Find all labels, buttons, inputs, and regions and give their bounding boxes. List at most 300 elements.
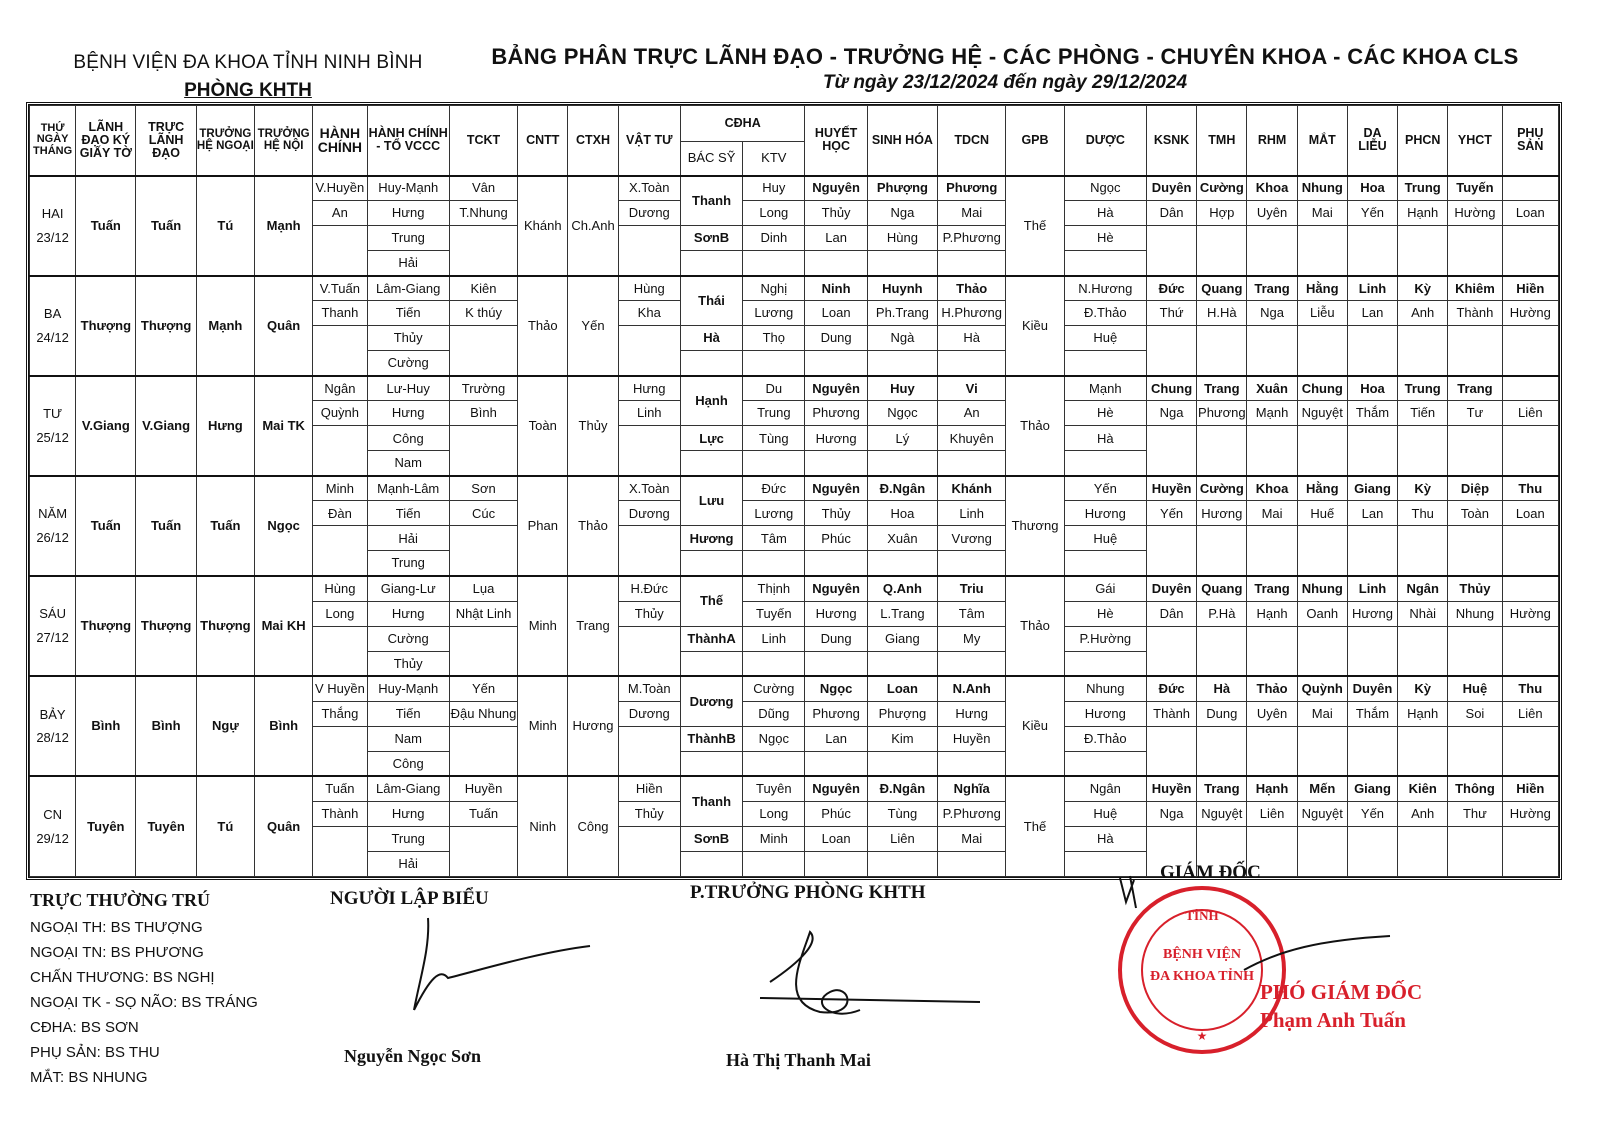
specialty-cell-c24: Thông <box>1448 776 1502 801</box>
resident-line: MẮT: BS NHUNG <box>30 1069 148 1086</box>
biochemistry-cell: Ph.Trang <box>867 301 937 326</box>
specialty-cell-c25 <box>1502 176 1558 201</box>
biochemistry-cell-empty <box>867 251 937 276</box>
specialty-cell-empty <box>1448 826 1502 876</box>
day-name: TƯ <box>43 406 63 422</box>
biochemistry-cell: Hùng <box>867 226 937 251</box>
specialty-cell-c25: Hiền <box>1502 776 1558 801</box>
specialty-cell-empty <box>1502 226 1558 276</box>
table-row <box>30 576 1559 601</box>
tckt-cell: Huyền <box>449 776 517 801</box>
specialty-cell-c20: Thảo <box>1247 676 1297 701</box>
cdha-technician-cell-empty <box>743 651 805 676</box>
specialty-cell-c22: Giang <box>1347 776 1397 801</box>
tdcn-cell: N.Anh <box>938 676 1006 701</box>
pharmacy-cell: Gái <box>1064 576 1146 601</box>
specialty-cell-c22: Lan <box>1347 501 1397 526</box>
resident-line: NGOẠI TK - SỌ NÃO: BS TRÁNG <box>30 994 258 1011</box>
preparer-signature <box>400 908 600 1018</box>
hematology-cell-empty <box>805 751 867 776</box>
cdha-technician-cell: Minh <box>743 826 805 851</box>
admin-cell: Minh <box>313 476 367 501</box>
specialty-cell-empty <box>1347 226 1397 276</box>
biochemistry-cell: Lý <box>867 426 937 451</box>
resident-line: CHẤN THƯƠNG: BS NGHỊ <box>30 969 215 986</box>
specialty-cell-c23: Tiến <box>1398 401 1448 426</box>
admin-vccc-cell: Mạnh-Lâm <box>367 476 449 501</box>
specialty-cell-empty <box>1147 626 1197 676</box>
biochemistry-cell: Ngọc <box>867 401 937 426</box>
col-header-supplies: VẬT TƯ <box>618 106 680 176</box>
duty-cell-c2: Tuyên <box>136 776 196 876</box>
schedule-table-frame <box>26 102 1562 880</box>
specialty-cell-c25: Hường <box>1502 601 1558 626</box>
specialty-cell-c21: Hằng <box>1297 476 1347 501</box>
tdcn-cell: Mai <box>938 201 1006 226</box>
admin-vccc-cell: Cường <box>367 351 449 376</box>
pharmacy-cell: Ngân <box>1064 776 1146 801</box>
specialty-cell-empty <box>1502 726 1558 776</box>
cdha-doctor-cell-empty <box>680 251 742 276</box>
hematology-cell: Loan <box>805 826 867 851</box>
resident-duty-title: TRỰC THƯỜNG TRÚ <box>30 890 211 910</box>
specialty-cell-empty <box>1448 226 1502 276</box>
resident-line: NGOẠI TN: BS PHƯƠNG <box>30 944 204 961</box>
specialty-cell-c24: Huệ <box>1448 676 1502 701</box>
supplies-cell: H.Đức <box>618 576 680 601</box>
supplies-cell: Dương <box>618 701 680 726</box>
pharmacy-cell: Đ.Thảo <box>1064 726 1146 751</box>
pharmacy-cell: Hè <box>1064 226 1146 251</box>
tckt-cell-empty <box>449 226 517 276</box>
pharmacy-cell-empty <box>1064 751 1146 776</box>
tdcn-cell: Tâm <box>938 601 1006 626</box>
specialty-cell-empty <box>1398 526 1448 576</box>
specialty-cell-c23: Nhài <box>1398 601 1448 626</box>
cdha-technician-cell-empty <box>743 351 805 376</box>
specialty-cell-c21: Mai <box>1297 701 1347 726</box>
cntt-cell: Phan <box>518 476 568 576</box>
admin-vccc-cell: Hưng <box>367 601 449 626</box>
admin-vccc-cell: Trung <box>367 226 449 251</box>
duty-cell-c2: Thượng <box>136 276 196 376</box>
tdcn-cell: P.Phương <box>938 226 1006 251</box>
admin-vccc-cell: Hưng <box>367 801 449 826</box>
biochemistry-cell: Loan <box>867 676 937 701</box>
biochemistry-cell: Kim <box>867 726 937 751</box>
document-title: BẢNG PHÂN TRỰC LÃNH ĐẠO - TRƯỞNG HỆ - CÁC PHÒNG - CHUYÊN KHOA - CÁC KHOA CLS <box>491 44 1519 69</box>
admin-cell: Quỳnh <box>313 401 367 426</box>
specialty-cell-empty <box>1398 326 1448 376</box>
specialty-cell-c21: Quỳnh <box>1297 676 1347 701</box>
cdha-doctor-cell: ThànhB <box>680 726 742 751</box>
department-name: PHÒNG KHTH <box>184 80 312 101</box>
specialty-cell-c20: Uyên <box>1247 701 1297 726</box>
ctxh-cell: Hương <box>568 676 618 776</box>
pharmacy-cell-empty <box>1064 451 1146 476</box>
pharmacy-cell: Hà <box>1064 426 1146 451</box>
supplies-cell: Thủy <box>618 801 680 826</box>
specialty-cell-empty <box>1147 226 1197 276</box>
specialty-cell-c19: Quang <box>1197 276 1247 301</box>
tdcn-cell: An <box>938 401 1006 426</box>
gpb-cell: Thế <box>1006 776 1064 876</box>
hematology-cell: Ninh <box>805 276 867 301</box>
col-header-cdha: CĐHA <box>680 106 805 142</box>
cdha-technician-cell: Linh <box>743 626 805 651</box>
cdha-technician-cell-empty <box>743 251 805 276</box>
table-row <box>30 676 1559 701</box>
specialty-cell-c24: Tư <box>1448 401 1502 426</box>
admin-cell-empty <box>313 226 367 276</box>
hematology-cell: Phương <box>805 401 867 426</box>
specialty-cell-c20: Trang <box>1247 276 1297 301</box>
specialty-cell-empty <box>1398 626 1448 676</box>
vice-director-block <box>1260 978 1422 1035</box>
admin-vccc-cell: Trung <box>367 551 449 576</box>
hematology-cell: Nguyên <box>805 376 867 401</box>
specialty-cell-c21: Nguyệt <box>1297 401 1347 426</box>
pharmacy-cell: Yến <box>1064 476 1146 501</box>
tdcn-cell: Triu <box>938 576 1006 601</box>
specialty-cell-empty <box>1297 526 1347 576</box>
admin-vccc-cell: Tiến <box>367 301 449 326</box>
deputy-head-block <box>690 882 1030 1082</box>
specialty-cell-empty <box>1502 626 1558 676</box>
cdha-doctor-cell: SơnB <box>680 826 742 851</box>
specialty-cell-c18: Duyên <box>1147 176 1197 201</box>
specialty-cell-empty <box>1247 326 1297 376</box>
table-row <box>30 376 1559 401</box>
admin-cell: Ngân <box>313 376 367 401</box>
tckt-cell: Lụa <box>449 576 517 601</box>
vice-director-name: Phạm Anh Tuấn <box>1260 1008 1406 1033</box>
col-header-internal-head: TRƯỞNG HỆ NỘI <box>255 106 313 176</box>
biochemistry-cell: Ngà <box>867 326 937 351</box>
pharmacy-cell: Huệ <box>1064 801 1146 826</box>
tdcn-cell: Vi <box>938 376 1006 401</box>
specialty-cell-empty <box>1247 526 1297 576</box>
col-header-yhct: YHCT <box>1448 106 1502 176</box>
svg-text:★: ★ <box>1196 1029 1208 1043</box>
specialty-cell-c25: Hường <box>1502 301 1558 326</box>
preparer-block <box>330 888 650 1088</box>
specialty-cell-empty <box>1197 526 1247 576</box>
specialty-cell-c20: Nga <box>1247 301 1297 326</box>
document-header <box>470 44 1540 94</box>
pharmacy-cell: Hương <box>1064 701 1146 726</box>
specialty-cell-empty <box>1398 826 1448 876</box>
specialty-cell-c23: Trung <box>1398 376 1448 401</box>
hematology-cell-empty <box>805 351 867 376</box>
cdha-doctor-cell: Lực <box>680 426 742 451</box>
specialty-cell-c25: Thu <box>1502 476 1558 501</box>
tckt-cell: Sơn <box>449 476 517 501</box>
ctxh-cell: Yến <box>568 276 618 376</box>
pharmacy-cell: Nhung <box>1064 676 1146 701</box>
biochemistry-cell-empty <box>867 551 937 576</box>
tdcn-cell: Hưng <box>938 701 1006 726</box>
specialty-cell-c23: Kiên <box>1398 776 1448 801</box>
vice-director-title: PHÓ GIÁM ĐỐC <box>1260 980 1423 1004</box>
supplies-cell: Thủy <box>618 601 680 626</box>
specialty-cell-c25: Loan <box>1502 201 1558 226</box>
hematology-cell: Nguyên <box>805 776 867 801</box>
admin-cell-empty <box>313 526 367 576</box>
duty-cell-c1: Thượng <box>76 276 136 376</box>
tckt-cell: Bình <box>449 401 517 426</box>
cdha-doctor-cell-empty <box>680 351 742 376</box>
tdcn-cell-empty <box>938 851 1006 876</box>
specialty-cell-c22: Thắm <box>1347 401 1397 426</box>
specialty-cell-c22: Yến <box>1347 201 1397 226</box>
tdcn-cell: Khánh <box>938 476 1006 501</box>
specialty-cell-c24: Thư <box>1448 801 1502 826</box>
admin-vccc-cell: Lư-Huy <box>367 376 449 401</box>
duty-cell-c2: Thượng <box>136 576 196 676</box>
cdha-doctor-cell: Hạnh <box>680 376 742 426</box>
col-header-phcn: PHCN <box>1398 106 1448 176</box>
duty-cell-c3: Tuấn <box>196 476 254 576</box>
specialty-cell-empty <box>1247 726 1297 776</box>
specialty-cell-c19: Phương <box>1197 401 1247 426</box>
ctxh-cell: Công <box>568 776 618 876</box>
specialty-cell-empty <box>1398 426 1448 476</box>
specialty-cell-empty <box>1448 526 1502 576</box>
specialty-cell-c22: Giang <box>1347 476 1397 501</box>
specialty-cell-empty <box>1347 526 1397 576</box>
specialty-cell-c21: Liễu <box>1297 301 1347 326</box>
biochemistry-cell-empty <box>867 451 937 476</box>
table-row <box>30 776 1559 801</box>
gpb-cell: Thương <box>1006 476 1064 576</box>
col-header-eye: MẮT <box>1297 106 1347 176</box>
specialty-cell-empty <box>1247 626 1297 676</box>
specialty-cell-empty <box>1197 226 1247 276</box>
tdcn-cell-empty <box>938 651 1006 676</box>
gpb-cell: Kiều <box>1006 276 1064 376</box>
specialty-cell-c20: Trang <box>1247 576 1297 601</box>
tdcn-cell: Linh <box>938 501 1006 526</box>
deputy-head-name: Hà Thị Thanh Mai <box>726 1050 871 1070</box>
specialty-cell-c21: Nhung <box>1297 176 1347 201</box>
day-date: 26/12 <box>36 529 69 545</box>
gpb-cell: Thảo <box>1006 376 1064 476</box>
ctxh-cell: Trang <box>568 576 618 676</box>
specialty-cell-empty <box>1502 326 1558 376</box>
specialty-cell-empty <box>1448 626 1502 676</box>
tckt-cell-empty <box>449 826 517 876</box>
day-name: BA <box>43 306 62 322</box>
pharmacy-cell: Hà <box>1064 201 1146 226</box>
hematology-cell: Phúc <box>805 801 867 826</box>
supplies-cell: Dương <box>618 201 680 226</box>
specialty-cell-c18: Yến <box>1147 501 1197 526</box>
tckt-cell-empty <box>449 326 517 376</box>
admin-vccc-cell: Giang-Lư <box>367 576 449 601</box>
duty-cell-c4: Mạnh <box>255 176 313 276</box>
cdha-technician-cell: Ngọc <box>743 726 805 751</box>
supplies-cell-empty <box>618 626 680 676</box>
cntt-cell: Khánh <box>518 176 568 276</box>
specialty-cell-c23: Anh <box>1398 301 1448 326</box>
supplies-cell: Hiền <box>618 776 680 801</box>
day-date: 25/12 <box>36 429 69 445</box>
preparer-name: Nguyễn Ngọc Sơn <box>344 1046 481 1066</box>
hematology-cell: Ngọc <box>805 676 867 701</box>
biochemistry-cell: Huy <box>867 376 937 401</box>
specialty-cell-c24: Nhung <box>1448 601 1502 626</box>
day-date: 28/12 <box>36 730 69 746</box>
biochemistry-cell: Nga <box>867 201 937 226</box>
tdcn-cell-empty <box>938 551 1006 576</box>
cdha-technician-cell: Nghị <box>743 276 805 301</box>
supplies-cell-empty <box>618 826 680 876</box>
day-cell <box>30 276 76 376</box>
specialty-cell-c24: Hường <box>1448 201 1502 226</box>
cdha-doctor-cell: Thế <box>680 576 742 626</box>
admin-cell: Thắng <box>313 701 367 726</box>
tckt-cell: Vân <box>449 176 517 201</box>
hematology-cell: Dung <box>805 326 867 351</box>
tdcn-cell-empty <box>938 751 1006 776</box>
cdha-technician-cell: Tuyến <box>743 601 805 626</box>
resident-line: PHỤ SẢN: BS THU <box>30 1044 160 1061</box>
specialty-cell-empty <box>1147 326 1197 376</box>
table-row <box>30 476 1559 501</box>
specialty-cell-empty <box>1297 326 1347 376</box>
hematology-cell-empty <box>805 251 867 276</box>
supplies-cell: Linh <box>618 401 680 426</box>
hematology-cell: Lan <box>805 226 867 251</box>
biochemistry-cell: Huynh <box>867 276 937 301</box>
specialty-cell-c19: Hà <box>1197 676 1247 701</box>
duty-cell-c3: Ngự <box>196 676 254 776</box>
hematology-cell: Nguyên <box>805 576 867 601</box>
cdha-technician-cell: Tùng <box>743 426 805 451</box>
pharmacy-cell: Hè <box>1064 601 1146 626</box>
biochemistry-cell: Xuân <box>867 526 937 551</box>
specialty-cell-c23: Thu <box>1398 501 1448 526</box>
admin-cell: V.Tuấn <box>313 276 367 301</box>
pharmacy-cell-empty <box>1064 651 1146 676</box>
hematology-cell: Dung <box>805 626 867 651</box>
tdcn-cell-empty <box>938 451 1006 476</box>
specialty-cell-empty <box>1197 626 1247 676</box>
specialty-cell-c20: Uyên <box>1247 201 1297 226</box>
specialty-cell-c25: Liên <box>1502 701 1558 726</box>
specialty-cell-c24: Trang <box>1448 376 1502 401</box>
specialty-cell-c18: Dân <box>1147 201 1197 226</box>
pharmacy-cell: Hà <box>1064 826 1146 851</box>
specialty-cell-c19: Trang <box>1197 376 1247 401</box>
admin-vccc-cell: Công <box>367 751 449 776</box>
specialty-cell-c20: Hạnh <box>1247 601 1297 626</box>
biochemistry-cell: L.Trang <box>867 601 937 626</box>
day-name: BẢY <box>39 706 66 722</box>
hematology-cell: Nguyên <box>805 476 867 501</box>
day-date: 29/12 <box>36 830 69 846</box>
cdha-technician-cell: Tâm <box>743 526 805 551</box>
duty-cell-c4: Bình <box>255 676 313 776</box>
admin-cell: Hùng <box>313 576 367 601</box>
specialty-cell-c18: Thứ <box>1147 301 1197 326</box>
director-title: GIÁM ĐỐC <box>1160 862 1261 883</box>
pharmacy-cell: Hương <box>1064 501 1146 526</box>
cntt-cell: Minh <box>518 676 568 776</box>
specialty-cell-empty <box>1502 426 1558 476</box>
duty-cell-c1: Bình <box>76 676 136 776</box>
cdha-technician-cell: Đức <box>743 476 805 501</box>
duty-cell-c3: Mạnh <box>196 276 254 376</box>
duty-cell-c1: Tuyên <box>76 776 136 876</box>
specialty-cell-c21: Chung <box>1297 376 1347 401</box>
specialty-cell-c25 <box>1502 376 1558 401</box>
specialty-cell-c25: Hường <box>1502 801 1558 826</box>
ctxh-cell: Thủy <box>568 376 618 476</box>
pharmacy-cell: Đ.Thảo <box>1064 301 1146 326</box>
cdha-technician-cell: Dũng <box>743 701 805 726</box>
specialty-cell-c18: Thành <box>1147 701 1197 726</box>
specialty-cell-c25 <box>1502 576 1558 601</box>
specialty-cell-empty <box>1448 726 1502 776</box>
hematology-cell-empty <box>805 851 867 876</box>
cdha-technician-cell: Du <box>743 376 805 401</box>
specialty-cell-empty <box>1197 326 1247 376</box>
tdcn-cell: H.Phương <box>938 301 1006 326</box>
specialty-cell-c19: P.Hà <box>1197 601 1247 626</box>
col-header-cntt: CNTT <box>518 106 568 176</box>
specialty-cell-empty <box>1297 726 1347 776</box>
specialty-cell-c21: Nhung <box>1297 576 1347 601</box>
cdha-technician-cell: Long <box>743 201 805 226</box>
pharmacy-cell: N.Hương <box>1064 276 1146 301</box>
duty-cell-c4: Ngọc <box>255 476 313 576</box>
admin-vccc-cell: Lâm-Giang <box>367 276 449 301</box>
cdha-technician-cell-empty <box>743 451 805 476</box>
svg-text:BỆNH VIỆN: BỆNH VIỆN <box>1163 947 1241 962</box>
tckt-cell: T.Nhung <box>449 201 517 226</box>
specialty-cell-empty <box>1347 626 1397 676</box>
tdcn-cell: P.Phương <box>938 801 1006 826</box>
ctxh-cell: Ch.Anh <box>568 176 618 276</box>
specialty-cell-c18: Dân <box>1147 601 1197 626</box>
tckt-cell-empty <box>449 426 517 476</box>
specialty-cell-empty <box>1247 426 1297 476</box>
resident-line: CĐHA: BS SƠN <box>30 1019 139 1036</box>
specialty-cell-c20: Khoa <box>1247 176 1297 201</box>
cdha-doctor-cell-empty <box>680 851 742 876</box>
specialty-cell-c20: Liên <box>1247 801 1297 826</box>
tdcn-cell-empty <box>938 351 1006 376</box>
duty-cell-c3: Tú <box>196 776 254 876</box>
specialty-cell-c23: Anh <box>1398 801 1448 826</box>
resident-duty-block <box>30 890 330 1086</box>
admin-vccc-cell: Nam <box>367 726 449 751</box>
tdcn-cell: Khuyên <box>938 426 1006 451</box>
day-date: 27/12 <box>36 630 69 646</box>
specialty-cell-c24: Diệp <box>1448 476 1502 501</box>
supplies-cell: Hùng <box>618 276 680 301</box>
tckt-cell-empty <box>449 726 517 776</box>
pharmacy-cell-empty <box>1064 251 1146 276</box>
hospital-header <box>48 52 448 102</box>
biochemistry-cell: Q.Anh <box>867 576 937 601</box>
duty-cell-c2: Tuấn <box>136 176 196 276</box>
day-name: CN <box>43 806 62 822</box>
admin-vccc-cell: Nam <box>367 451 449 476</box>
hematology-cell: Thủy <box>805 501 867 526</box>
